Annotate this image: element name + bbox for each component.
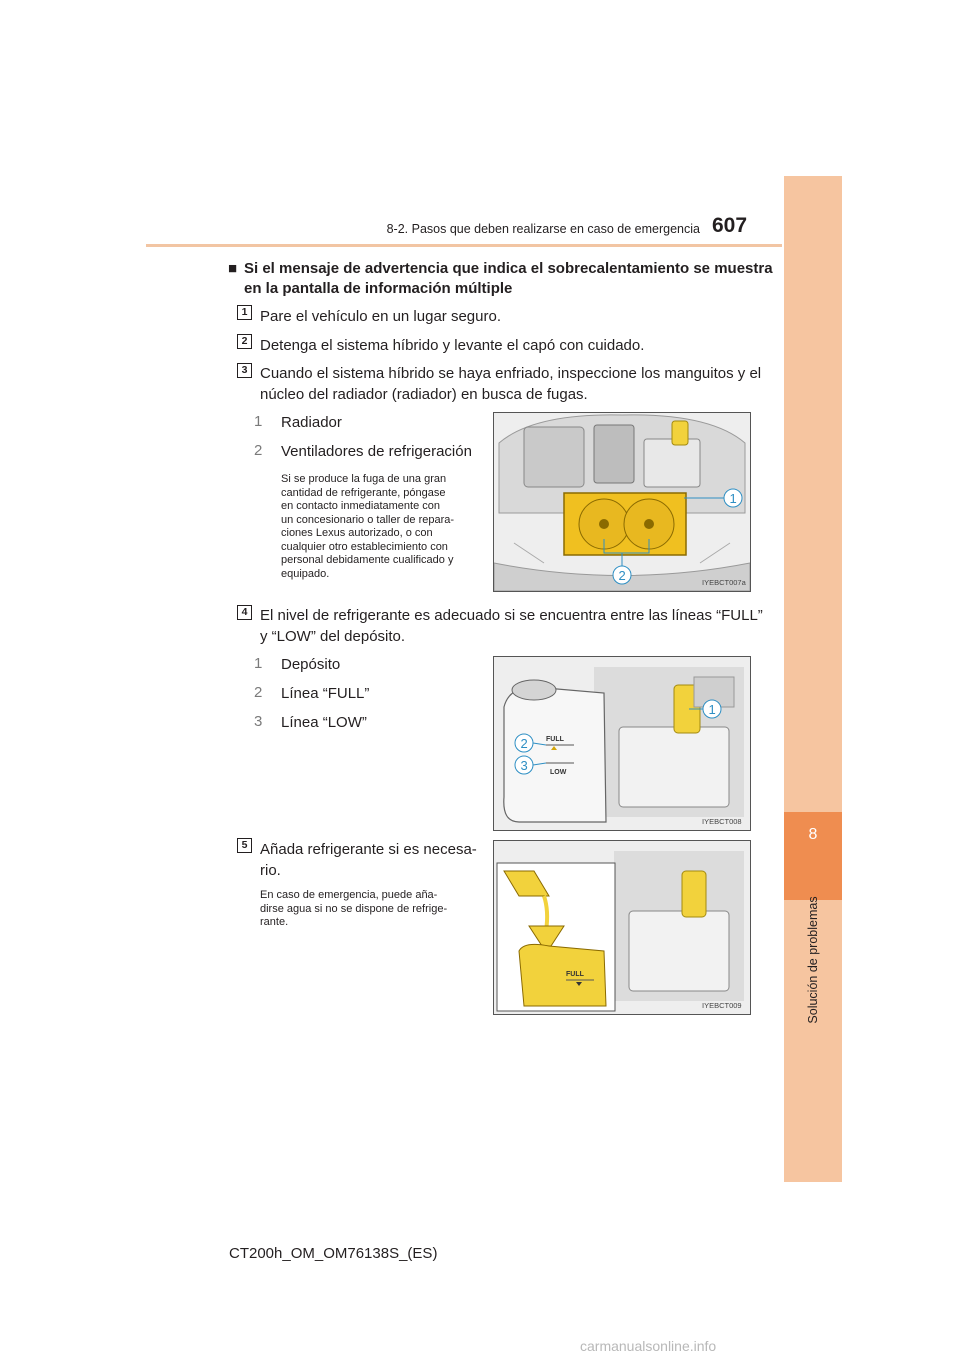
step-number-1: 1 — [237, 305, 252, 320]
fig1-callout-1: 1 — [729, 491, 737, 506]
fig3-full-mark: FULL — [566, 971, 584, 978]
item-deposito: Depósito — [281, 656, 341, 673]
heading-line-2: en la pantalla de información múltiple — [244, 280, 513, 297]
step-number-2: 2 — [237, 334, 252, 349]
fig2-callout-3: 3 — [520, 758, 528, 773]
fig2-callout-2: 2 — [520, 736, 528, 751]
document-id: CT200h_OM_OM76138S_(ES) — [229, 1245, 438, 1262]
callout-1-label-num-b: 1 — [254, 655, 263, 672]
item-ventiladores: Ventiladores de refrigeración — [281, 443, 472, 460]
radiador-figure — [493, 412, 751, 592]
chapter-title: Solución de problemas — [806, 896, 820, 1024]
step-4-line-1: El nivel de refrigerante es adecuado si se encuentra entre las líneas “FULL” — [260, 607, 763, 624]
section-title: 8-2. Pasos que deben realizarse en caso de emergencia — [386, 222, 700, 236]
step-3-line-2: núcleo del radiador (radiador) en busca de fugas. — [260, 386, 588, 403]
heading-line-1: Si el mensaje de advertencia que indica el sobrecalentamiento se muestra — [244, 260, 773, 277]
callout-1-label-num: 1 — [254, 413, 263, 430]
fig3-code: IYEBCT009 — [702, 1001, 742, 1010]
chapter-number: 8 — [808, 826, 818, 843]
deposito-figure — [493, 656, 751, 831]
item-radiador: Radiador — [281, 414, 342, 431]
fig2-low-mark: LOW — [550, 769, 567, 776]
step-5-line-1: Añada refrigerante si es necesa- — [260, 841, 477, 858]
fig2-full-mark: FULL — [546, 736, 564, 743]
step-number-3: 3 — [237, 363, 252, 378]
step-5-line-2: rio. — [260, 862, 281, 879]
page-number: 607 — [712, 214, 748, 237]
step-number-5: 5 — [237, 838, 252, 853]
fig1-callout-2: 2 — [618, 568, 626, 583]
step-2-text: Detenga el sistema híbrido y levante el capó con cuidado. — [260, 337, 645, 354]
fig2-callout-1: 1 — [708, 702, 716, 717]
header-rule — [146, 244, 782, 247]
heading-bullet: ■ — [228, 260, 238, 277]
item-linea-full: Línea “FULL” — [281, 685, 370, 702]
fig1-code: IYEBCT007a — [702, 578, 746, 587]
anadir-refrigerante-figure — [493, 840, 751, 1015]
step-4-line-2: y “LOW” del depósito. — [260, 628, 406, 645]
side-tab — [784, 176, 842, 1182]
step-3-line-1: Cuando el sistema híbrido se haya enfriado, inspeccione los manguitos y el — [260, 365, 762, 382]
step-1-text: Pare el vehículo en un lugar seguro. — [260, 308, 501, 325]
callout-2-label-num: 2 — [254, 442, 263, 459]
step-number-4: 4 — [237, 605, 252, 620]
step-5-note: En caso de emergencia, puede aña- dirse agua si no se dispone de refrige- rante. — [260, 889, 448, 928]
callout-2-label-num-b: 2 — [254, 684, 263, 701]
watermark: carmanualsonline.info — [580, 1338, 717, 1354]
step-3-note: Si se produce la fuga de una gran cantidad de refrigerante, póngase en contacto inmediatamente con un concesionario o taller de repara- ciones Lexus autorizado, o con cualquier otro establecimiento con personal debidamente cualificado y equipado. — [281, 473, 455, 580]
item-linea-low: Línea “LOW” — [281, 714, 367, 731]
fig2-code: IYEBCT008 — [702, 817, 742, 826]
callout-3-label-num-b: 3 — [254, 713, 263, 730]
